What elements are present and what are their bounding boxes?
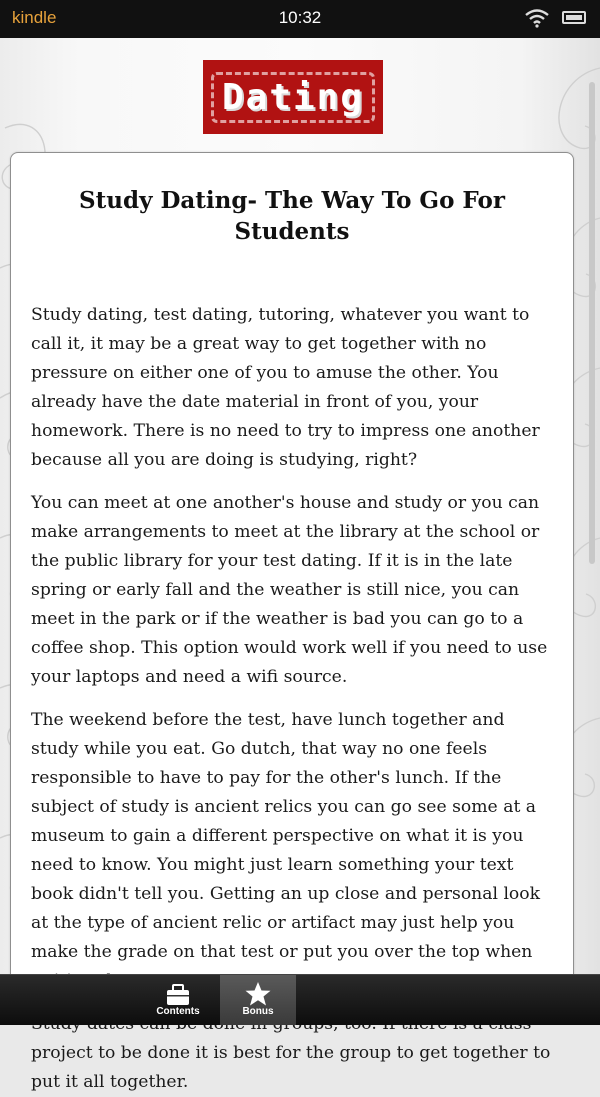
dating-logo	[203, 60, 383, 134]
article-paragraph: Study dating, test dating, tutoring, whatever you want to call it, it may be a great way to get together with no pressure on either one of you to amuse the other. You already have the date material in front of you, your homework. There is no need to try to impress one another because all you are doing is studying, right?	[31, 305, 540, 470]
bonus-button[interactable]	[220, 975, 296, 1025]
contents-button[interactable]	[140, 975, 216, 1025]
article-paragraph: project to be done it is best for the group to get together to put it all together.	[31, 1043, 551, 1092]
briefcase-icon	[164, 981, 192, 1007]
article-title: Study Dating- The Way To Go For Students	[79, 187, 505, 245]
kindle-brand: kindle	[12, 8, 57, 27]
bonus-label: Bonus	[242, 1006, 274, 1017]
star-icon	[244, 981, 272, 1007]
status-bar	[0, 0, 600, 38]
bottom-toolbar	[0, 974, 600, 1025]
wifi-icon	[524, 8, 550, 28]
scrollbar[interactable]	[589, 82, 595, 564]
contents-label: Contents	[156, 1006, 200, 1017]
clock: 10:32	[278, 8, 322, 27]
article-paragraph: You can meet at one another's house and study or you can make arrangements to meet at the library at the school or the public library for your test dating. If it is in the late spring or early fall and the weather is still nice, you can meet in the park or if the weather is bad you can go to a coffee shop. This option would work well if you need to use your laptops and need a wifi source.	[31, 493, 548, 687]
logo-text: Dating	[211, 72, 375, 123]
article-paragraph: The weekend before the test, have lunch together and study while you eat. Go dutch, that way no one feels responsible to have to pay for the other's lunch. If the subject of study is ancient relics you can go see some at a museum to gain a different perspective on what it is you need to know. You might just learn something your text book didn't tell you. Getting an up close and personal look at the type of ancient relic or artifact may just help you make the grade on that test or put you over the top when	[31, 710, 541, 962]
battery-icon	[562, 11, 586, 24]
